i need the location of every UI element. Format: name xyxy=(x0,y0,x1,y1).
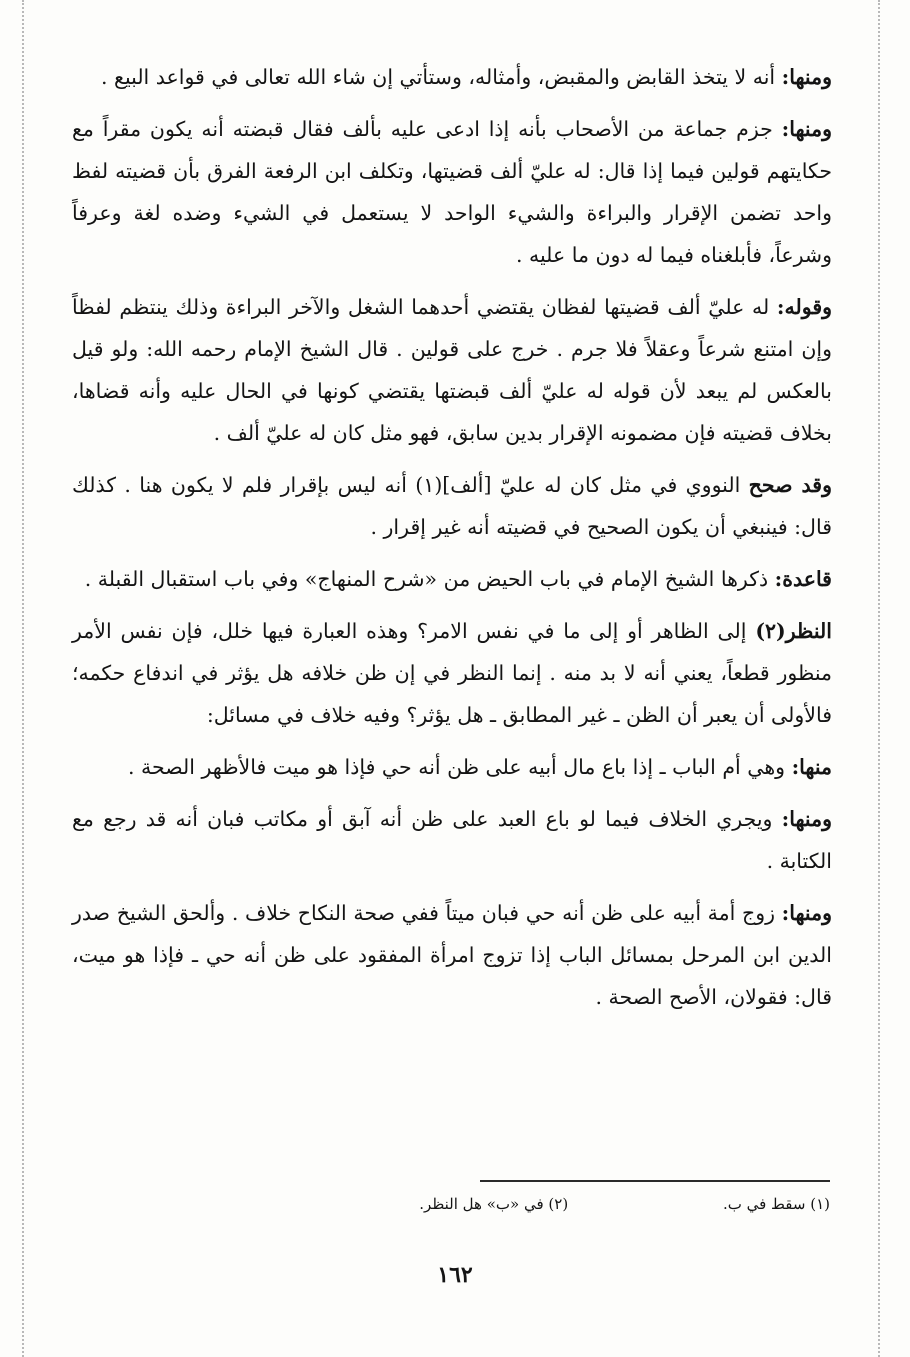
paragraph-lead: منها: xyxy=(791,755,832,779)
paragraph xyxy=(72,610,832,736)
paragraph xyxy=(72,746,832,788)
paragraph-lead: ومنها: xyxy=(781,901,832,925)
paragraph-lead: ومنها: xyxy=(781,65,832,89)
paragraph-text: زوج أمة أبيه على ظن أنه حي فبان ميتاً ففي صحة النكاح خلاف . وألحق الشيخ صدر الدين ابن المرحل بمسائل الباب إذا تزوج امرأة المفقود على ظن أنه حي ـ فإذا هو ميت، قال: فقولان، الأصح الصحة . xyxy=(72,901,832,1009)
paragraph-text: ويجري الخلاف فيما لو باع العبد على ظن أنه آبق أو مكاتب فبان أنه قد رجع مع الكتابة . xyxy=(72,807,832,873)
paragraph-text: النووي في مثل كان له عليّ [ألف](١) أنه ليس بإقرار فلم لا يكون هنا . كذلك قال: فينبغي أن يكون الصحيح في قضيته أنه غير إقرار . xyxy=(72,473,832,539)
paragraph xyxy=(72,558,832,600)
scan-margin-left xyxy=(22,0,24,1357)
main-text xyxy=(72,56,832,1028)
paragraph xyxy=(72,798,832,882)
scan-margin-right xyxy=(878,0,880,1357)
footnotes xyxy=(72,1190,830,1218)
paragraph-text: جزم جماعة من الأصحاب بأنه إذا ادعى عليه بألف فقال قبضته أنه يكون مقراً مع حكايتهم قولين فيما إذا قال: له عليّ ألف قضيتها، وتكلف ابن الرفعة الفرق بأن قضيته لفظ واحد تضمن الإقرار والبراءة والشيء الواحد لا يستعمل في الشيء وضده لغة وعرفاً وشرعاً، فأبلغناه فيما له دون ما عليه . xyxy=(72,117,832,267)
paragraph-text: له عليّ ألف قضيتها لفظان يقتضي أحدهما الشغل والآخر البراءة وذلك ينتظم لفظاً وإن امتنع شرعاً وعقلاً فلا جرم . خرج على قولين . قال الشيخ الإمام رحمه الله: ولو قيل بالعكس لم يبعد لأن قوله له عليّ ألف قبضتها يقتضي كونها في الحال عليه وأنه قضاها، بخلاف قضيته فإن مضمونه الإقرار بدين سابق، فهو مثل كان له عليّ ألف . xyxy=(72,295,832,445)
page-number: ١٦٢ xyxy=(437,1262,473,1288)
paragraph-text: إلى الظاهر أو إلى ما في نفس الامر؟ وهذه العبارة فيها خلل، فإن نفس الأمر منظور قطعاً، يعني أنه لا بد منه . إنما النظر في إن ظن خلافه هل يؤثر في اندفاع حكمه؛ فالأولى أن يعبر أن الظن ـ غير المطابق ـ هل يؤثر؟ وفيه خلاف في مسائل: xyxy=(72,619,832,727)
paragraph-text: ذكرها الشيخ الإمام في باب الحيض من «شرح المنهاج» وفي باب استقبال القبلة . xyxy=(84,567,775,591)
paragraph-lead: وقوله: xyxy=(776,295,833,319)
paragraph-lead: قاعدة: xyxy=(774,567,832,591)
paragraph-text: وهي أم الباب ـ إذا باع مال أبيه على ظن أنه حي فإذا هو ميت فالأظهر الصحة . xyxy=(127,755,792,779)
paragraph xyxy=(72,464,832,548)
paragraph xyxy=(72,286,832,454)
paragraph-lead: النظر(٢) xyxy=(755,619,832,643)
paragraph xyxy=(72,56,832,98)
paragraph xyxy=(72,892,832,1018)
footnote-divider xyxy=(480,1180,830,1182)
paragraph-lead: وقد صحح xyxy=(748,473,832,497)
paragraph xyxy=(72,108,832,276)
footnote-1: (١) سقط في ب. xyxy=(722,1195,830,1213)
paragraph-text: أنه لا يتخذ القابض والمقبض، وأمثاله، وستأتي إن شاء الله تعالى في قواعد البيع . xyxy=(101,65,782,89)
footnote-2: (٢) في «ب» هل النظر. xyxy=(419,1195,569,1213)
paragraph-lead: ومنها: xyxy=(781,807,832,831)
paragraph-lead: ومنها: xyxy=(781,117,832,141)
